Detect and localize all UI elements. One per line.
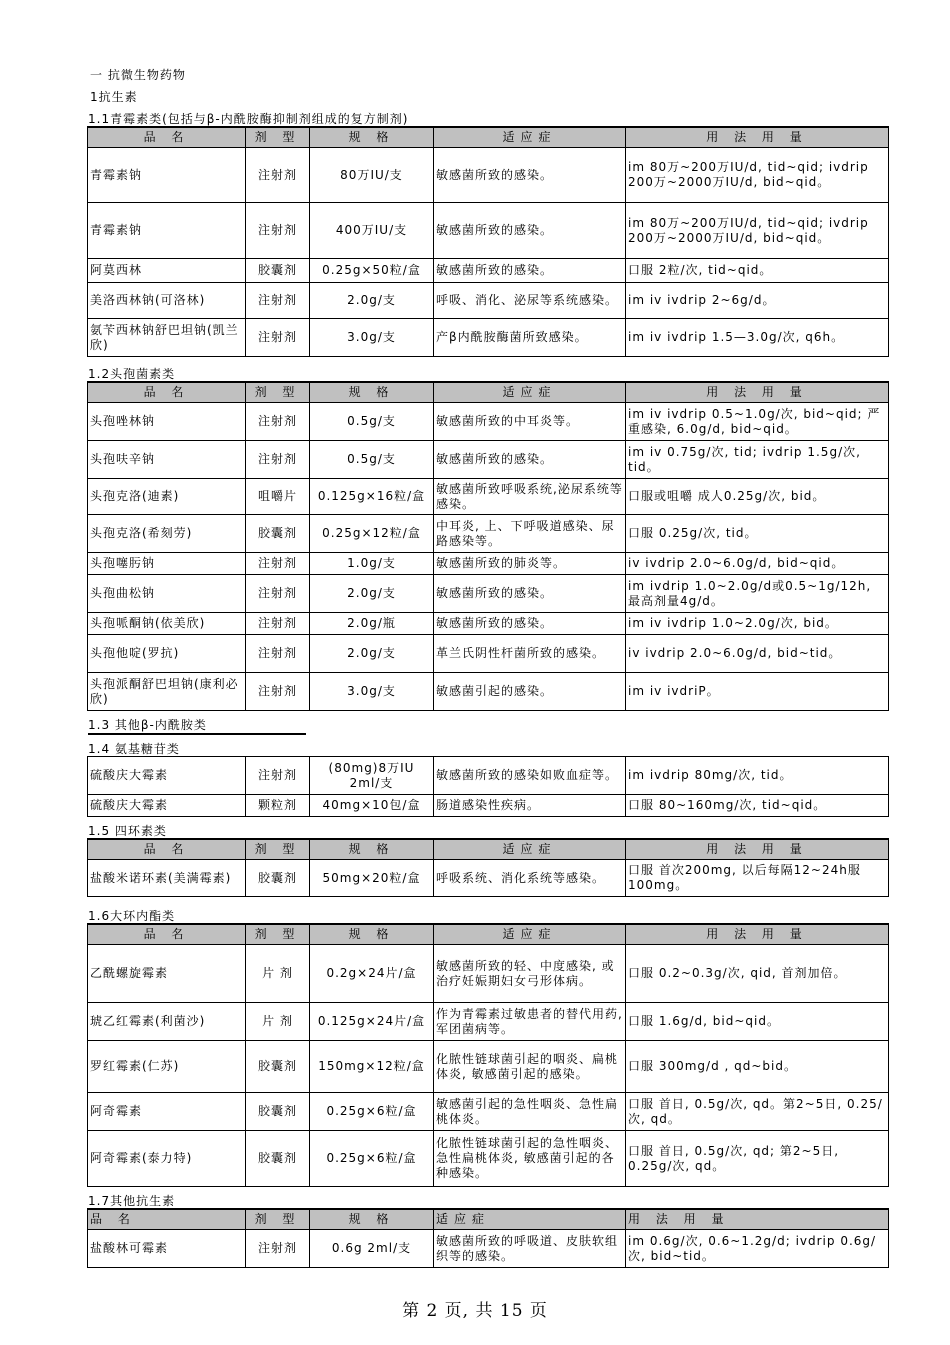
drug-indication: 敏感菌所致的肺炎等。 [434, 553, 626, 575]
drug-form: 注射剂 [246, 283, 310, 319]
table-row [88, 1093, 889, 1131]
drug-indication: 敏感菌引起的感染。 [434, 673, 626, 711]
header-spec: 规 格 [310, 382, 434, 403]
drug-usage: 口服 2粒/次, tid~qid。 [626, 259, 889, 283]
drug-spec: 0.2g×24片/盒 [310, 945, 434, 1003]
section-title: 1.2头孢菌素类 [88, 367, 176, 381]
drug-usage: 口服 1.6g/d, bid~qid。 [626, 1003, 889, 1041]
drug-name: 青霉素钠 [88, 203, 246, 259]
drug-name: 头孢噻肟钠 [88, 553, 246, 575]
drug-form: 注射剂 [246, 613, 310, 635]
drug-form: 注射剂 [246, 673, 310, 711]
drug-form: 片 剂 [246, 945, 310, 1003]
drug-name: 硫酸庆大霉素 [88, 757, 246, 795]
table-row [88, 259, 889, 283]
drug-usage: im iv 0.75g/次, tid; ivdrip 1.5g/次, tid。 [626, 441, 889, 479]
section-title: 1.1青霉素类(包括与β-内酰胺酶抑制剂组成的复方制剂) [88, 112, 409, 126]
drug-usage: im iv ivdrip 2~6g/d。 [626, 283, 889, 319]
drug-indication: 革兰氏阴性杆菌所致的感染。 [434, 635, 626, 673]
drug-usage: 口服 首日, 0.5g/次, qd; 第2~5日, 0.25g/次, qd。 [626, 1131, 889, 1187]
drug-form: 注射剂 [246, 203, 310, 259]
drug-usage: 口服 0.2~0.3g/次, qid, 首剂加倍。 [626, 945, 889, 1003]
drug-indication: 敏感菌所致的感染。 [434, 259, 626, 283]
drug-usage: im 80万~200万IU/d, tid~qid; ivdrip 200万~2000万IU/d, bid~qid。 [626, 148, 889, 203]
drug-spec: 0.25g×6粒/盒 [310, 1131, 434, 1187]
table-row [88, 945, 889, 1003]
drug-table-macrolides [87, 923, 889, 1187]
drug-name: 盐酸林可霉素 [88, 1230, 246, 1268]
drug-form: 注射剂 [246, 553, 310, 575]
drug-usage: im 0.6g/次, 0.6~1.2g/d; ivdrip 0.6g/次, bid~tid。 [626, 1230, 889, 1268]
drug-indication: 中耳炎, 上、下呼吸道感染、尿路感染等。 [434, 515, 626, 553]
header-form: 剂 型 [246, 839, 310, 860]
drug-indication: 敏感菌所致的呼吸道、皮肤软组织等的感染。 [434, 1230, 626, 1268]
header-name: 品 名 [88, 924, 246, 945]
drug-indication: 敏感菌所致的感染如败血症等。 [434, 757, 626, 795]
drug-usage: im ivdrip 80mg/次, tid。 [626, 757, 889, 795]
drug-form: 注射剂 [246, 757, 310, 795]
drug-spec: 0.5g/支 [310, 403, 434, 441]
drug-indication: 敏感菌所致的感染。 [434, 441, 626, 479]
header-form: 剂 型 [246, 924, 310, 945]
header-usage: 用 法 用 量 [626, 1209, 889, 1230]
drug-spec: 3.0g/支 [310, 673, 434, 711]
header-indication: 适应症 [434, 924, 626, 945]
table-header-row [88, 839, 889, 860]
table-row [88, 673, 889, 711]
drug-indication: 产β内酰胺酶菌所致感染。 [434, 319, 626, 357]
drug-table-tetracyclines [87, 838, 889, 897]
drug-name: 头孢他啶(罗抗) [88, 635, 246, 673]
drug-usage: 口服 首次200mg, 以后每隔12~24h服100mg。 [626, 860, 889, 897]
drug-name: 阿奇霉素 [88, 1093, 246, 1131]
drug-indication: 肠道感染性疾病。 [434, 795, 626, 817]
table-row [88, 553, 889, 575]
drug-form: 注射剂 [246, 319, 310, 357]
table-header-row [88, 1209, 889, 1230]
drug-indication: 敏感菌所致的感染。 [434, 148, 626, 203]
drug-spec: 0.25g×12粒/盒 [310, 515, 434, 553]
header-usage: 用 法 用 量 [626, 127, 889, 148]
page-number: 第 2 页, 共 15 页 [402, 1301, 548, 1321]
header-spec: 规 格 [310, 127, 434, 148]
drug-name: 头孢曲松钠 [88, 575, 246, 613]
header-indication: 适应症 [434, 1209, 626, 1230]
drug-spec: 40mg×10包/盒 [310, 795, 434, 817]
section-title: 1.4 氨基糖苷类 [88, 742, 180, 756]
drug-indication: 敏感菌所致的感染。 [434, 575, 626, 613]
drug-name: 头孢克洛(迪素) [88, 479, 246, 515]
drug-form: 注射剂 [246, 575, 310, 613]
drug-indication: 作为青霉素过敏患者的替代用药, 军团菌病等。 [434, 1003, 626, 1041]
drug-indication: 呼吸、消化、泌尿等系统感染。 [434, 283, 626, 319]
header-form: 剂 型 [246, 127, 310, 148]
table-row [88, 1230, 889, 1268]
drug-form: 颗粒剂 [246, 795, 310, 817]
drug-name: 头孢呋辛钠 [88, 441, 246, 479]
drug-spec: 0.5g/支 [310, 441, 434, 479]
table-row [88, 860, 889, 897]
table-row [88, 635, 889, 673]
drug-form: 胶囊剂 [246, 1041, 310, 1093]
table-row [88, 441, 889, 479]
drug-usage: 口服 0.25g/次, tid。 [626, 515, 889, 553]
drug-usage: im iv ivdrip 1.0~2.0g/次, bid。 [626, 613, 889, 635]
drug-spec: 2.0g/支 [310, 283, 434, 319]
drug-form: 注射剂 [246, 1230, 310, 1268]
drug-spec: 2.0g/支 [310, 635, 434, 673]
drug-spec: 0.6g 2ml/支 [310, 1230, 434, 1268]
drug-usage: im iv ivdrip 0.5~1.0g/次, bid~qid; 严重感染, 6.0g/d, bid~qid。 [626, 403, 889, 441]
drug-form: 咀嚼片 [246, 479, 310, 515]
drug-name: 硫酸庆大霉素 [88, 795, 246, 817]
drug-indication: 敏感菌所致呼吸系统,泌尿系统等感染。 [434, 479, 626, 515]
drug-spec: 1.0g/支 [310, 553, 434, 575]
drug-name: 头孢唑林钠 [88, 403, 246, 441]
drug-name: 阿莫西林 [88, 259, 246, 283]
table-row [88, 319, 889, 357]
drug-spec: 400万IU/支 [310, 203, 434, 259]
drug-spec: 2.0g/支 [310, 575, 434, 613]
table-header-row [88, 382, 889, 403]
drug-form: 片 剂 [246, 1003, 310, 1041]
drug-name: 乙酰螺旋霉素 [88, 945, 246, 1003]
drug-indication: 化脓性链球菌引起的咽炎、扁桃体炎, 敏感菌引起的感染。 [434, 1041, 626, 1093]
drug-usage: 口服 300mg/d , qd~bid。 [626, 1041, 889, 1093]
table-row [88, 283, 889, 319]
table-row [88, 1003, 889, 1041]
header-form: 剂 型 [246, 382, 310, 403]
drug-form: 注射剂 [246, 441, 310, 479]
drug-usage: iv ivdrip 2.0~6.0g/d, bid~tid。 [626, 635, 889, 673]
drug-name: 罗红霉素(仁苏) [88, 1041, 246, 1093]
subchapter-heading: 1抗生素 [90, 90, 138, 104]
header-name: 品 名 [88, 127, 246, 148]
drug-name: 盐酸米诺环素(美满霉素) [88, 860, 246, 897]
drug-spec: (80mg)8万IU 2ml/支 [310, 757, 434, 795]
table-row [88, 757, 889, 795]
table-row [88, 479, 889, 515]
drug-form: 注射剂 [246, 635, 310, 673]
header-spec: 规 格 [310, 839, 434, 860]
header-indication: 适应症 [434, 127, 626, 148]
header-indication: 适应症 [434, 382, 626, 403]
drug-spec: 50mg×20粒/盒 [310, 860, 434, 897]
drug-name: 阿奇霉素(泰力特) [88, 1131, 246, 1187]
drug-indication: 呼吸系统、消化系统等感染。 [434, 860, 626, 897]
table-row [88, 148, 889, 203]
table-row [88, 203, 889, 259]
header-usage: 用 法 用 量 [626, 382, 889, 403]
drug-spec: 150mg×12粒/盒 [310, 1041, 434, 1093]
drug-usage: im iv ivdrip 1.5—3.0g/次, q6h。 [626, 319, 889, 357]
drug-usage: 口服 80~160mg/次, tid~qid。 [626, 795, 889, 817]
drug-form: 胶囊剂 [246, 1131, 310, 1187]
drug-usage: 口服 首日, 0.5g/次, qd。第2~5日, 0.25/次, qd。 [626, 1093, 889, 1131]
drug-usage: im iv ivdriP。 [626, 673, 889, 711]
drug-form: 注射剂 [246, 148, 310, 203]
section-title: 1.6大环内酯类 [88, 909, 176, 923]
drug-name: 美洛西林钠(可洛林) [88, 283, 246, 319]
drug-spec: 0.25g×6粒/盒 [310, 1093, 434, 1131]
table-row [88, 403, 889, 441]
header-usage: 用 法 用 量 [626, 924, 889, 945]
drug-table-cephalosporins [87, 381, 889, 711]
drug-usage: im 80万~200万IU/d, tid~qid; ivdrip 200万~2000万IU/d, bid~qid。 [626, 203, 889, 259]
drug-spec: 80万IU/支 [310, 148, 434, 203]
drug-name: 头孢克洛(希刻劳) [88, 515, 246, 553]
drug-table-aminoglycosides [87, 756, 889, 817]
table-row [88, 575, 889, 613]
drug-indication: 敏感菌所致的中耳炎等。 [434, 403, 626, 441]
section-title: 1.5 四环素类 [88, 824, 167, 838]
drug-name: 琥乙红霉素(利菌沙) [88, 1003, 246, 1041]
drug-table-penicillins [87, 126, 889, 357]
drug-indication: 化脓性链球菌引起的急性咽炎、急性扁桃体炎, 敏感菌引起的各种感染。 [434, 1131, 626, 1187]
chapter-heading: 一 抗微生物药物 [90, 68, 186, 82]
header-indication: 适应症 [434, 839, 626, 860]
table-row [88, 795, 889, 817]
header-usage: 用 法 用 量 [626, 839, 889, 860]
drug-usage: iv ivdrip 2.0~6.0g/d, bid~qid。 [626, 553, 889, 575]
table-row [88, 1041, 889, 1093]
table-row [88, 515, 889, 553]
table-row [88, 1131, 889, 1187]
drug-indication: 敏感菌所致的感染。 [434, 203, 626, 259]
header-spec: 规 格 [310, 1209, 434, 1230]
drug-indication: 敏感菌所致的感染。 [434, 613, 626, 635]
drug-spec: 2.0g/瓶 [310, 613, 434, 635]
drug-form: 胶囊剂 [246, 1093, 310, 1131]
header-name: 品 名 [88, 1209, 246, 1230]
section-title: 1.3 其他β-内酰胺类 [88, 716, 306, 735]
section-title: 1.7其他抗生素 [88, 1194, 176, 1208]
header-name: 品 名 [88, 839, 246, 860]
drug-usage: im ivdrip 1.0~2.0g/d或0.5~1g/12h, 最高剂量4g/d。 [626, 575, 889, 613]
header-spec: 规 格 [310, 924, 434, 945]
header-form: 剂 型 [246, 1209, 310, 1230]
drug-name: 青霉素钠 [88, 148, 246, 203]
drug-table-other-antibiotics [87, 1208, 889, 1268]
drug-form: 胶囊剂 [246, 259, 310, 283]
drug-name: 头孢派酮舒巴坦钠(康利必欣) [88, 673, 246, 711]
drug-spec: 0.125g×24片/盒 [310, 1003, 434, 1041]
drug-spec: 3.0g/支 [310, 319, 434, 357]
table-row [88, 613, 889, 635]
drug-name: 头孢哌酮钠(依美欣) [88, 613, 246, 635]
header-name: 品 名 [88, 382, 246, 403]
drug-indication: 敏感菌所致的轻、中度感染, 或治疗妊娠期妇女弓形体病。 [434, 945, 626, 1003]
drug-spec: 0.25g×50粒/盒 [310, 259, 434, 283]
drug-usage: 口服或咀嚼 成人0.25g/次, bid。 [626, 479, 889, 515]
drug-spec: 0.125g×16粒/盒 [310, 479, 434, 515]
drug-form: 胶囊剂 [246, 860, 310, 897]
drug-name: 氨苄西林钠舒巴坦钠(凯兰欣) [88, 319, 246, 357]
drug-form: 注射剂 [246, 403, 310, 441]
table-header-row [88, 127, 889, 148]
table-header-row [88, 924, 889, 945]
drug-indication: 敏感菌引起的急性咽炎、急性扁桃体炎。 [434, 1093, 626, 1131]
drug-form: 胶囊剂 [246, 515, 310, 553]
